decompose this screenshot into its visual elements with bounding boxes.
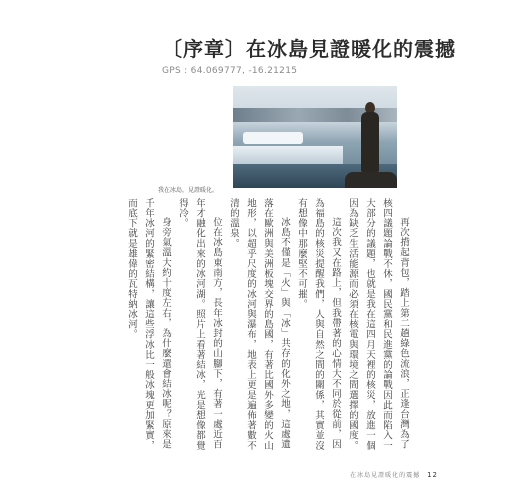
paragraph: 再次揹起背包，踏上第二趟綠色流浪，正逢台灣為了核四議題論戰不休，國民黨和民進黨的論戰因此而陷入一大部分的議題，也就是我在這四月天裡的核災，放進一個因為缺乏生活能源而必須在核電與環境之間選擇的國度。 xyxy=(347,198,409,451)
photo-rock xyxy=(345,172,397,188)
chapter-title: 〔序章〕在冰島見證暖化的震撼 xyxy=(162,37,456,61)
glacier-lagoon-photo xyxy=(233,86,397,188)
photo-ice-floe xyxy=(243,132,303,144)
photo-ice-shelf xyxy=(233,146,343,166)
photo-person xyxy=(361,112,379,172)
paragraph: 冰島不僅是「火」與「冰」共存的化外之地，這處遺落在歐洲與美洲板塊交界的島國，有著比國外多變的火山地形，以超乎尺度的冰河與瀑布，地表上更是遍佈著數不清的溫泉。 xyxy=(228,198,290,451)
running-title: 在冰島見證暖化的震撼 xyxy=(350,472,421,479)
page-number: 12 xyxy=(427,471,438,479)
page-footer xyxy=(350,470,438,479)
paragraph: 這次我又在路上，但我帶著的心情大不同於從前，因為福島的核災提醒我們，人與自然之間的關係，其實並沒有想像中那麼堅不可摧。 xyxy=(296,198,341,451)
paragraph: 身旁氣溫大約十度左右，為什麼還會結冰呢？原來是千年冰河的緊密結構，讓這些浮冰比一般冰塊更加緊實，而底下就是雄偉的瓦特納冰河。 xyxy=(126,198,171,451)
paragraph: 位在冰島東南方，長年冰封的山腳下，有著一處近百年才融化出來的冰河湖。照片上看著結冰，光是想像都覺得冷。 xyxy=(177,198,222,451)
body-text xyxy=(126,198,412,453)
chapter-header xyxy=(162,33,482,76)
photo-caption: 我在冰島，見證暖化。 xyxy=(158,187,219,194)
gps-coordinates: GPS : 64.069777, -16.21215 xyxy=(162,66,298,76)
